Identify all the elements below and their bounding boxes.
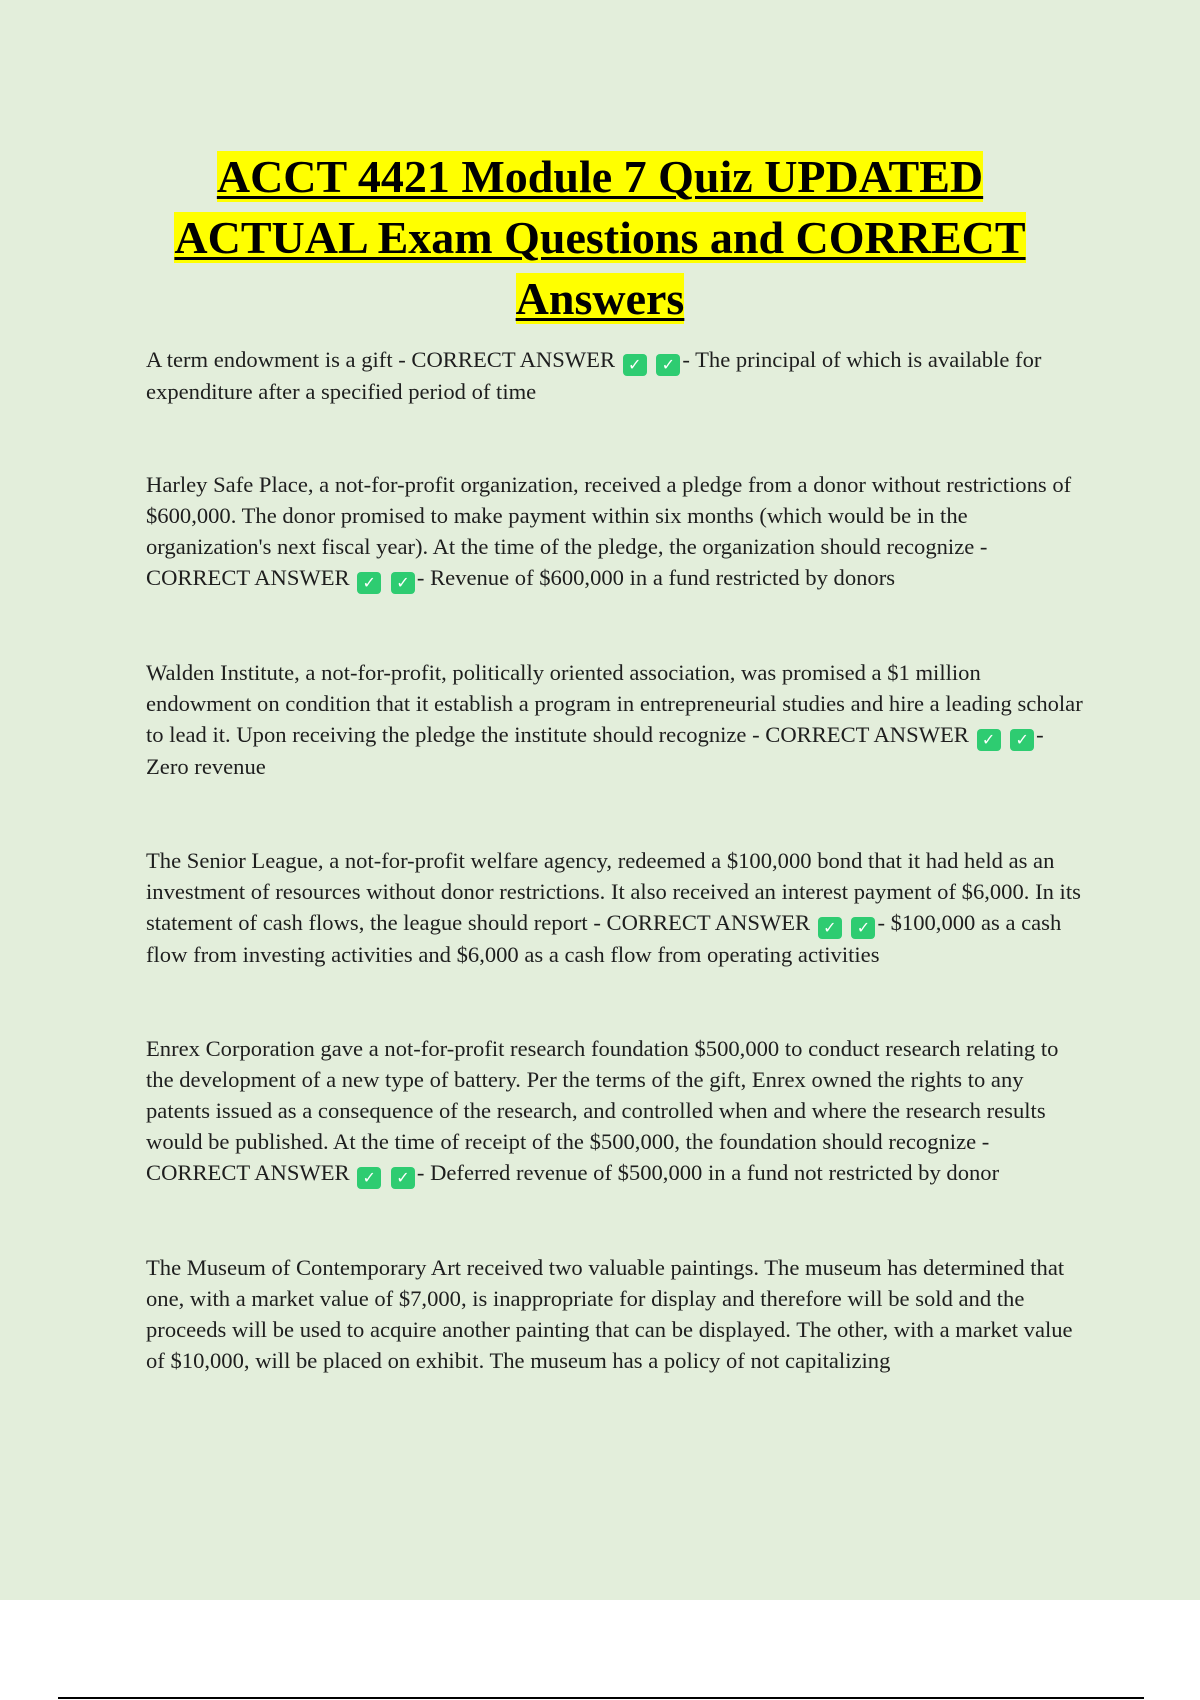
qa-item [146,469,1086,594]
title-line: ACCT 4421 Module 7 Quiz UPDATED [216,151,984,202]
answer-text: - Deferred revenue of $500,000 in a fund not restricted by donor [416,1160,1000,1185]
qa-item [146,1033,1086,1189]
correct-answer-label: CORRECT ANSWER [146,565,350,590]
question-text: Harley Safe Place, a not-for-profit organization, received a pledge from a donor without restrictions of $600,000. The donor promised to make payment within six months (which would be in the organization's next fiscal year). At the time of the pledge, the organization should recognize - [146,472,1072,559]
check-mark-icon: ✓ [357,1167,381,1189]
answer-text: - Revenue of $600,000 in a fund restricted by donors [416,565,896,590]
trailing-paragraph: The Museum of Contemporary Art received two valuable paintings. The museum has determined that one, with a market value of $7,000, is inappropriate for display and therefore will be sold and the proceeds will be used to acquire another painting that can be displayed. The other, with a market value of $10,000, will be placed on exhibit. The museum has a policy of not capitalizing [146,1255,1073,1373]
check-mark-icon: ✓ [357,572,381,594]
document-title [100,146,1100,329]
check-mark-icon: ✓ [623,354,647,376]
title-line: Answers [515,273,685,324]
qa-item [146,657,1086,782]
correct-answer-label: CORRECT ANSWER [411,347,616,372]
correct-answer-label: CORRECT ANSWER [146,1160,350,1185]
check-mark-icon: ✓ [977,729,1001,751]
check-mark-icon: ✓ [656,354,680,376]
question-text: Enrex Corporation gave a not-for-profit research foundation $500,000 to conduct research relating to the development of a new type of battery. Per the terms of the gift, Enrex owned the rights to any patents issued as a consequence of the research, and controlled when and where the research results would be published. At the time of receipt of the $500,000, the foundation should recognize - [146,1036,1059,1154]
answer-text: - $100,000 as a cash flow from investing activities and $6,000 as a cash flow from operating activities [146,910,1062,967]
check-mark-icon: ✓ [391,572,415,594]
check-mark-icon: ✓ [851,917,875,939]
qa-list [146,344,1086,1376]
question-text: Walden Institute, a not-for-profit, politically oriented association, was promised a $1 million endowment on condition that it establish a program in entrepreneurial studies and hire a leading scholar to lead it. Upon receiving the pledge the institute should recognize - [146,660,1083,747]
correct-answer-label: CORRECT ANSWER [606,910,811,935]
correct-answer-label: CORRECT ANSWER [765,722,969,747]
check-mark-icon: ✓ [818,917,842,939]
check-mark-icon: ✓ [391,1167,415,1189]
answer-text: - Zero revenue [146,722,1044,779]
qa-item [146,845,1086,970]
footer-rule [58,1697,1144,1699]
qa-item [146,344,1086,407]
check-mark-icon: ✓ [1010,729,1034,751]
title-line: ACTUAL Exam Questions and CORRECT [174,212,1026,263]
answer-text: - The principal of which is available for expenditure after a specified period of time [146,347,1042,404]
question-text: A term endowment is a gift - [146,347,412,372]
question-text: The Senior League, a not-for-profit welfare agency, redeemed a $100,000 bond that it had held as an investment of resources without donor restrictions. It also received an interest payment of $6,000. In its statement of cash flows, the league should report - [146,848,1081,935]
